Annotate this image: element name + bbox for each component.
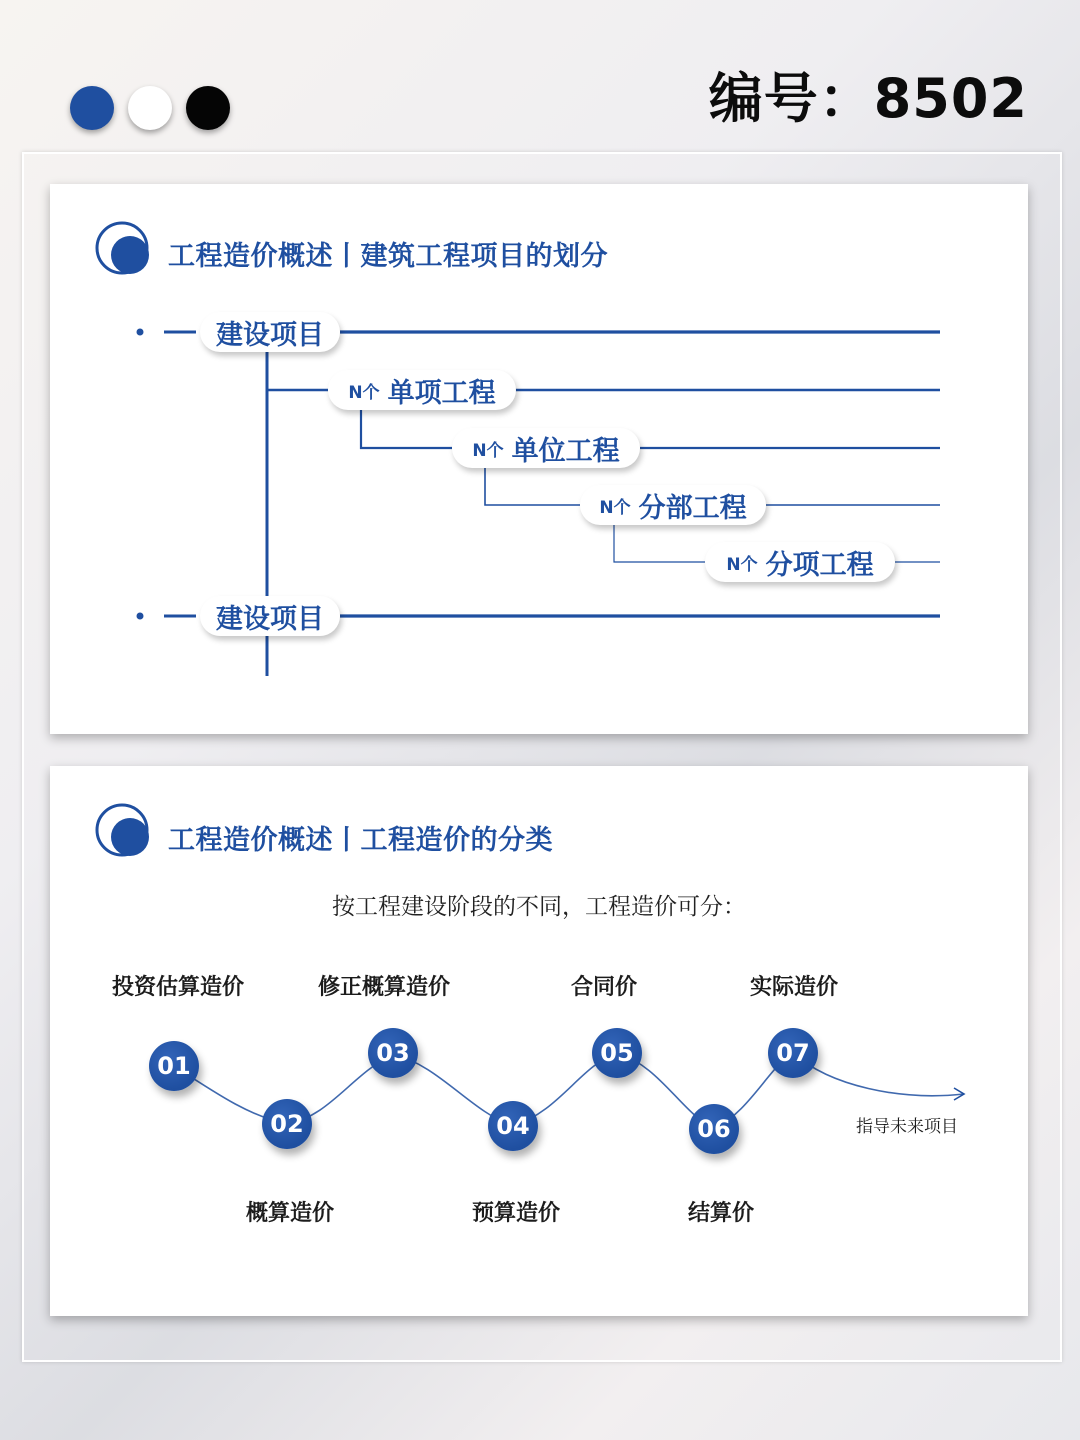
future-projects-label: 指导未来项目 <box>856 1117 958 1137</box>
blue-dot-icon <box>70 86 114 130</box>
level-prefix: N个 <box>726 554 758 575</box>
stage-node-01: 01 <box>149 1041 199 1091</box>
stage-label-07: 实际造价 <box>750 975 839 1000</box>
level-label: 建设项目 <box>216 603 324 635</box>
bullet-dot-2 <box>137 613 144 620</box>
level-label: 建设项目 <box>216 319 324 351</box>
hierarchy-card <box>50 184 1028 734</box>
stage-label-04: 预算造价 <box>472 1201 561 1226</box>
hierarchy-title: 工程造价概述丨建筑工程项目的划分 <box>168 241 608 272</box>
stage-label-05: 合同价 <box>571 975 638 1000</box>
level-prefix: N个 <box>348 382 380 403</box>
section-circle-icon <box>97 223 149 274</box>
level-label: 单项工程 <box>387 377 496 409</box>
level-pill-1 <box>200 312 340 352</box>
white-dot-icon <box>128 86 172 130</box>
stage-label-02: 概算造价 <box>246 1201 335 1226</box>
level-prefix: N个 <box>599 497 631 518</box>
stage-label-06: 结算价 <box>688 1201 755 1226</box>
level-prefix: N个 <box>472 440 504 461</box>
stage-node-02: 02 <box>262 1099 312 1149</box>
stage-node-04: 04 <box>488 1101 538 1151</box>
stage-label-01: 投资估算造价 <box>112 975 245 1000</box>
level-pill-5 <box>705 542 895 582</box>
stage-node-07: 07 <box>768 1028 818 1078</box>
stages-title: 工程造价概述丨工程造价的分类 <box>168 825 553 856</box>
stages-subtitle: 按工程建设阶段的不同，工程造价可分： <box>332 894 746 920</box>
cost-stages-card <box>50 766 1028 1316</box>
stage-label-03: 修正概算造价 <box>318 975 451 1000</box>
stage-node-05: 05 <box>592 1028 642 1078</box>
page-code-label: 编号：8502 <box>708 67 1028 130</box>
level-pill-2 <box>328 370 516 410</box>
section-circle-icon <box>97 805 149 856</box>
level-pill-4 <box>580 485 766 525</box>
level-pill-6 <box>200 596 340 636</box>
level-label: 分部工程 <box>638 492 747 524</box>
level-pill-3 <box>452 428 640 468</box>
level-label: 分项工程 <box>765 549 874 581</box>
black-dot-icon <box>186 86 230 130</box>
stage-node-06: 06 <box>689 1104 739 1154</box>
level-label: 单位工程 <box>511 435 620 467</box>
bullet-dot-1 <box>137 329 144 336</box>
stage-node-03: 03 <box>368 1028 418 1078</box>
